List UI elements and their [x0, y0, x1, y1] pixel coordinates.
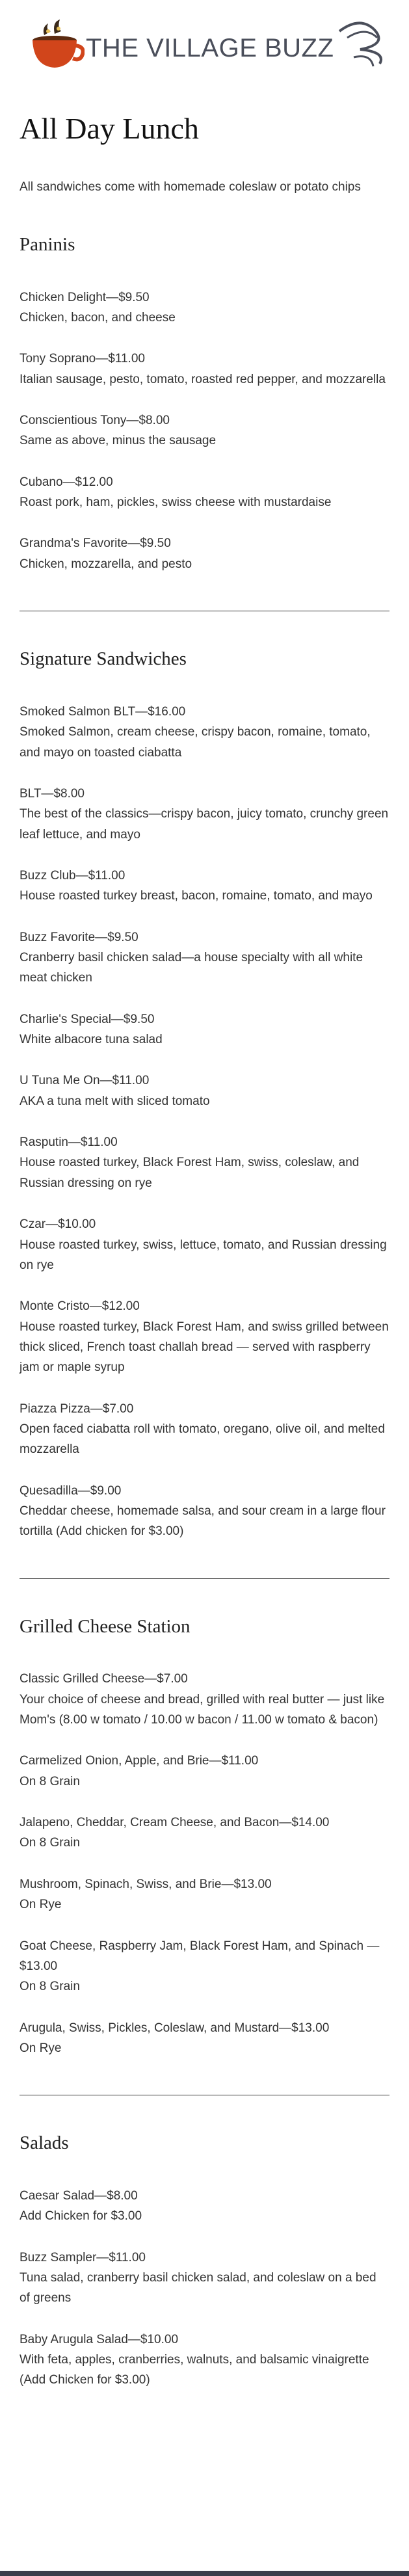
- menu-item: [20, 927, 389, 989]
- section-title: Signature Sandwiches: [20, 648, 187, 670]
- menu-item: [20, 349, 389, 390]
- menu-item-title: Mushroom, Spinach, Swiss, and Brie—$13.00: [20, 1877, 272, 1891]
- menu-item-title: Tony Soprano—$11.00: [20, 352, 145, 366]
- swirl-logo-icon: [334, 18, 393, 70]
- menu-item-description: White albacore tuna salad: [20, 1033, 163, 1047]
- main-content: [0, 113, 409, 2391]
- menu-item-description: House roasted turkey breast, bacon, romaine, tomato, and mayo: [20, 889, 373, 903]
- menu-item-description: Open faced ciabatta roll with tomato, oregano, olive oil, and melted mozzarella: [20, 1422, 385, 1457]
- menu-item-description: Tuna salad, cranberry basil chicken salad, and coleslaw on a bed of greens: [20, 2271, 376, 2305]
- menu-item-title: Carmelized Onion, Apple, and Brie—$11.00: [20, 1754, 259, 1768]
- menu-item: [20, 784, 389, 845]
- menu-item: [20, 1936, 389, 1997]
- menu-item: [20, 1874, 389, 1915]
- menu-item: [20, 472, 389, 513]
- menu-item-description: The best of the classics—crispy bacon, juicy tomato, crunchy green leaf lettuce, and mayo: [20, 807, 389, 842]
- page-title: All Day Lunch: [20, 112, 199, 145]
- menu-item: [20, 1399, 389, 1460]
- menu-item-description: Smoked Salmon, cream cheese, crispy bacon, romaine, tomato, and mayo on toasted ciabatta: [20, 725, 371, 760]
- menu-item-title: Buzz Sampler—$11.00: [20, 2250, 146, 2264]
- menu-item: [20, 2330, 389, 2391]
- menu-item: [20, 866, 389, 907]
- menu-item-description: On Rye: [20, 1898, 62, 1912]
- menu-item-title: Cubano—$12.00: [20, 475, 113, 489]
- menu-item: [20, 1812, 389, 1853]
- menu-item-title: BLT—$8.00: [20, 787, 85, 801]
- menu-item-description: On 8 Grain: [20, 1980, 80, 1994]
- menu-item-description: Add Chicken for $3.00: [20, 2209, 142, 2224]
- menu-item-title: Chicken Delight—$9.50: [20, 290, 150, 304]
- menu-item-description: House roasted turkey, Black Forest Ham, swiss, coleslaw, and Russian dressing on rye: [20, 1156, 360, 1190]
- menu-item-title: Smoked Salmon BLT—$16.00: [20, 704, 186, 719]
- menu-item-title: Grandma's Favorite—$9.50: [20, 537, 171, 551]
- menu-item-title: Conscientious Tony—$8.00: [20, 414, 170, 428]
- site-logo[interactable]: [29, 16, 393, 72]
- menu-item-title: Goat Cheese, Raspberry Jam, Black Forest Ham, and Spinach —$13.00: [20, 1939, 380, 1973]
- menu-item: [20, 1132, 389, 1193]
- menu-item-title: Charlie's Special—$9.50: [20, 1012, 155, 1026]
- menu-item-description: Cheddar cheese, homemade salsa, and sour cream in a large flour tortilla (Add chicken for $3.00): [20, 1504, 386, 1539]
- menu-item: [20, 1296, 389, 1377]
- menu-item-title: Jalapeno, Cheddar, Cream Cheese, and Bacon—$14.00: [20, 1816, 330, 1830]
- menu-item: [20, 2248, 389, 2309]
- section-title: Grilled Cheese Station: [20, 1615, 191, 1637]
- menu-item-description: Chicken, mozzarella, and pesto: [20, 557, 192, 571]
- logo-wordmark: THE VILLAGE BUZZ: [86, 34, 334, 62]
- section-paninis: [20, 233, 389, 574]
- menu-item-title: Czar—$10.00: [20, 1217, 96, 1232]
- menu-item-description: On 8 Grain: [20, 1774, 80, 1788]
- menu-item-title: Buzz Club—$11.00: [20, 869, 125, 883]
- menu-item-title: Baby Arugula Salad—$10.00: [20, 2332, 179, 2346]
- menu-item-title: Classic Grilled Cheese—$7.00: [20, 1672, 188, 1686]
- menu-item-title: U Tuna Me On—$11.00: [20, 1074, 150, 1088]
- intro-text: All sandwiches come with homemade coleslaw or potato chips: [20, 179, 361, 194]
- menu-item: [20, 2018, 389, 2059]
- section-title: Paninis: [20, 233, 75, 255]
- coffee-cup-logo-icon: [29, 16, 85, 72]
- menu-item: [20, 1751, 389, 1792]
- section-signature-sandwiches: [20, 648, 389, 1541]
- menu-item: [20, 702, 389, 763]
- menu-item-description: Chicken, bacon, and cheese: [20, 311, 176, 325]
- menu-item-description: House roasted turkey, swiss, lettuce, tomato, and Russian dressing on rye: [20, 1238, 387, 1272]
- menu-item-title: Arugula, Swiss, Pickles, Coleslaw, and Mustard—$13.00: [20, 2021, 330, 2035]
- section-divider: [20, 1578, 389, 1579]
- menu-item-title: Quesadilla—$9.00: [20, 1483, 122, 1498]
- menu-item: [20, 410, 389, 451]
- menu-item-description: Same as above, minus the sausage: [20, 434, 217, 448]
- menu-item-description: With feta, apples, cranberries, walnuts, and balsamic vinaigrette (Add Chicken for $3.00): [20, 2353, 369, 2387]
- menu-item-title: Buzz Favorite—$9.50: [20, 930, 139, 944]
- menu-item-description: Your choice of cheese and bread, grilled with real butter — just like Mom's (8.00 w tomato / 10.00 w bacon / 11.00 w tomato & bacon): [20, 1692, 385, 1727]
- menu-item-title: Monte Cristo—$12.00: [20, 1299, 140, 1314]
- menu-item-description: On 8 Grain: [20, 1836, 80, 1850]
- menu-item-title: Piazza Pizza—$7.00: [20, 1401, 134, 1416]
- section-salads: [20, 2132, 389, 2391]
- footer-bar: [0, 2571, 409, 2576]
- menu-item-description: On Rye: [20, 2041, 62, 2055]
- menu-item: [20, 287, 389, 328]
- menu-item: [20, 2186, 389, 2227]
- menu-item-description: Roast pork, ham, pickles, swiss cheese with mustardaise: [20, 496, 332, 510]
- section-title: Salads: [20, 2132, 69, 2154]
- menu-item-description: House roasted turkey, Black Forest Ham, and swiss grilled between thick sliced, French toast challah bread — served with raspberry jam or maple syrup: [20, 1320, 389, 1375]
- menu-item-description: Italian sausage, pesto, tomato, roasted red pepper, and mozzarella: [20, 372, 386, 386]
- menu-item: [20, 533, 389, 574]
- menu-item: [20, 1009, 389, 1050]
- menu-item-description: AKA a tuna melt with sliced tomato: [20, 1094, 210, 1108]
- menu-item-title: Rasputin—$11.00: [20, 1135, 118, 1150]
- site-header: [0, 0, 409, 81]
- menu-item: [20, 1070, 389, 1111]
- menu-item-title: Caesar Salad—$8.00: [20, 2189, 138, 2203]
- section-grilled-cheese-station: [20, 1615, 389, 2059]
- menu-item: [20, 1214, 389, 1275]
- menu-item: [20, 1669, 389, 1730]
- menu-item-description: Cranberry basil chicken salad—a house specialty with all white meat chicken: [20, 951, 363, 985]
- menu-item: [20, 1481, 389, 1542]
